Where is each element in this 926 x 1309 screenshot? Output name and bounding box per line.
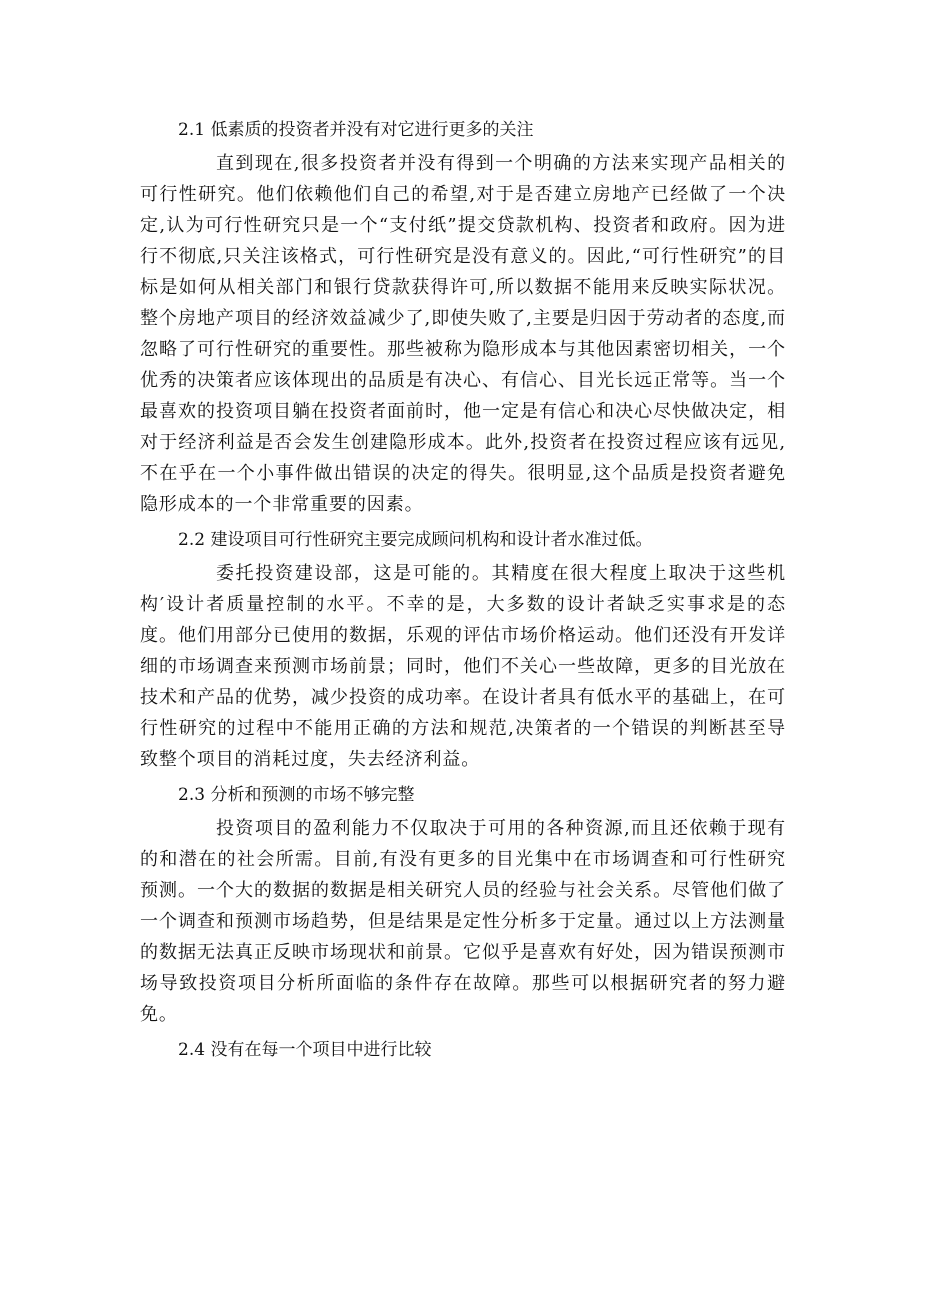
document-page [140,118,786,1068]
section-heading-2-4: 2.4 没有在每一个项目中进行比较 [178,1040,432,1060]
section-body-2-1: 直到现在,很多投资者并没有得到一个明确的方法来实现产品相关的可行性研究。他们依赖他们自己的希望,对于是否建立房地产已经做了一个决定,认为可行性研究只是一个“支付纸”提交贷款机构、投资者和政府。因为进行不彻底,只关注该格式，可行性研究是没有意义的。因此,“可行性研究”的目标是如何从相关部门和银行贷款获得许可,所以数据不能用来反映实际状况。整个房地产项目的经济效益减少了,即使失败了,主要是归因于劳动者的态度,而忽略了可行性研究的重要性。那些被称为隐形成本与其他因素密切相关，一个优秀的决策者应该体现出的品质是有决心、有信心、目光长远正常等。当一个最喜欢的投资项目躺在投资者面前时，他一定是有信心和决心尽快做决定，相对于经济利益是否会发生创建隐形成本。此外,投资者在投资过程应该有远见,不在乎在一个小事件做出错误的决定的得失。很明显,这个品质是投资者避免隐形成本的一个非常重要的因素。 [140,153,786,515]
section-heading-2-3: 2.3 分析和预测的市场不够完整 [178,785,415,805]
section-heading-2-1: 2.1 低素质的投资者并没有对它进行更多的关注 [178,120,534,140]
section-body-2-3: 投资项目的盈利能力不仅取决于可用的各种资源,而且还依赖于现有的和潜在的社会所需。目前,有没有更多的目光集中在市场调查和可行性研究预测。一个大的数据的数据是相关研究人员的经验与社会关系。尽管他们做了一个调查和预测市场趋势，但是结果是定性分析多于定量。通过以上方法测量的数据无法真正反映市场现状和前景。它似乎是喜欢有好处，因为错误预测市场导致投资项目分析所面临的条件存在故障。那些可以根据研究者的努力避免。 [140,818,786,1025]
section-heading-2-2: 2.2 建设项目可行性研究主要完成顾问机构和设计者水准过低。 [178,530,653,550]
section-body-2-2: 委托投资建设部，这是可能的。其精度在很大程度上取决于这些机构′设计者质量控制的水平。不幸的是，大多数的设计者缺乏实事求是的态度。他们用部分已使用的数据，乐观的评估市场价格运动。他们还没有开发详细的市场调查来预测市场前景；同时，他们不关心一些故障，更多的目光放在技术和产品的优势，减少投资的成功率。在设计者具有低水平的基础上，在可行性研究的过程中不能用正确的方法和规范,决策者的一个错误的判断甚至导致整个项目的消耗过度，失去经济利益。 [140,563,786,770]
